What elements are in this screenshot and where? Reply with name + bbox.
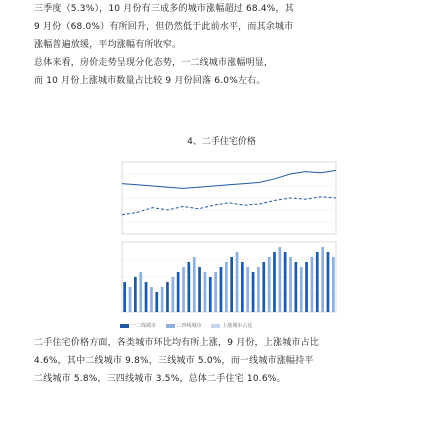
legend-item xyxy=(211,323,252,329)
bar xyxy=(150,287,153,312)
bottom-panel-grid xyxy=(122,242,336,312)
outro-line: 二线城市 5.8%，三四线城市 3.5%，总体二手住宅 10.6%。 xyxy=(34,374,286,384)
chart-canvas xyxy=(108,158,348,318)
bar xyxy=(289,257,292,312)
top-panel-lines xyxy=(122,170,336,214)
bar xyxy=(129,287,132,312)
intro-line: 总体来看，房价走势呈现分化态势，一二线城市涨幅明显， xyxy=(34,58,274,68)
bar xyxy=(284,252,287,312)
legend-label: 一二线城市 xyxy=(131,323,157,329)
bar xyxy=(305,262,308,312)
price-chart xyxy=(108,158,348,318)
bar xyxy=(295,262,298,312)
legend-label: 上涨城市占比 xyxy=(222,323,253,329)
bar xyxy=(268,257,271,312)
bar xyxy=(311,257,314,312)
bar xyxy=(155,292,158,312)
outro-line: 二手住宅价格方面，各类城市环比均有所上涨，9 月份，上涨城市占比 xyxy=(34,338,319,348)
legend-swatch xyxy=(211,324,220,328)
intro-line: 涨幅普遍放缓，平均涨幅有所收窄。 xyxy=(34,40,182,50)
legend-swatch xyxy=(120,324,129,328)
chart-legend xyxy=(120,322,360,329)
bar xyxy=(172,277,175,312)
bar xyxy=(123,282,126,312)
outro-paragraph xyxy=(34,334,426,388)
bar xyxy=(220,267,223,312)
bar xyxy=(262,262,265,312)
section-heading: 4、二手住宅价格 xyxy=(187,137,256,147)
bar xyxy=(230,257,233,312)
bar xyxy=(241,262,244,312)
series-line xyxy=(122,197,336,215)
bar xyxy=(177,272,180,312)
bar xyxy=(225,262,228,312)
bar xyxy=(209,277,212,312)
bar xyxy=(204,272,207,312)
bar xyxy=(198,267,201,312)
outro-line: 4.6%，其中二线城市 9.8%，三线城市 5.0%，而一线城市涨幅持平 xyxy=(34,356,314,366)
bar xyxy=(214,272,217,312)
intro-paragraph xyxy=(34,0,426,90)
legend-swatch xyxy=(166,324,175,328)
bar xyxy=(279,247,282,312)
legend-item xyxy=(166,323,202,329)
intro-line: 而 10 月份上涨城市数量占比较 9 月份回落 6.0%左右。 xyxy=(34,76,266,86)
bar xyxy=(139,272,142,312)
bar xyxy=(327,252,330,312)
bar xyxy=(300,267,303,312)
bar xyxy=(193,257,196,312)
bar xyxy=(134,277,137,312)
legend-label: 三四线城市 xyxy=(176,323,202,329)
intro-line: 三季度（5.3%），10 月份有三成多的城市涨幅超过 68.4%，其 xyxy=(34,4,294,14)
top-panel-grid xyxy=(122,162,336,234)
bar xyxy=(316,252,319,312)
bar xyxy=(145,282,148,312)
bar xyxy=(182,267,185,312)
bar xyxy=(161,287,164,312)
bar xyxy=(246,267,249,312)
intro-line: 9 月份（68.0%）有所回升，但仍然低于此前水平，而其余城市 xyxy=(34,22,294,32)
bar xyxy=(236,252,239,312)
bar xyxy=(321,247,324,312)
bar xyxy=(252,272,255,312)
bar xyxy=(332,257,335,312)
legend-item xyxy=(120,323,156,329)
bar xyxy=(273,252,276,312)
bottom-panel-bars xyxy=(123,247,334,312)
series-line xyxy=(122,170,336,188)
bar xyxy=(257,267,260,312)
bar xyxy=(188,262,191,312)
bar xyxy=(166,282,169,312)
